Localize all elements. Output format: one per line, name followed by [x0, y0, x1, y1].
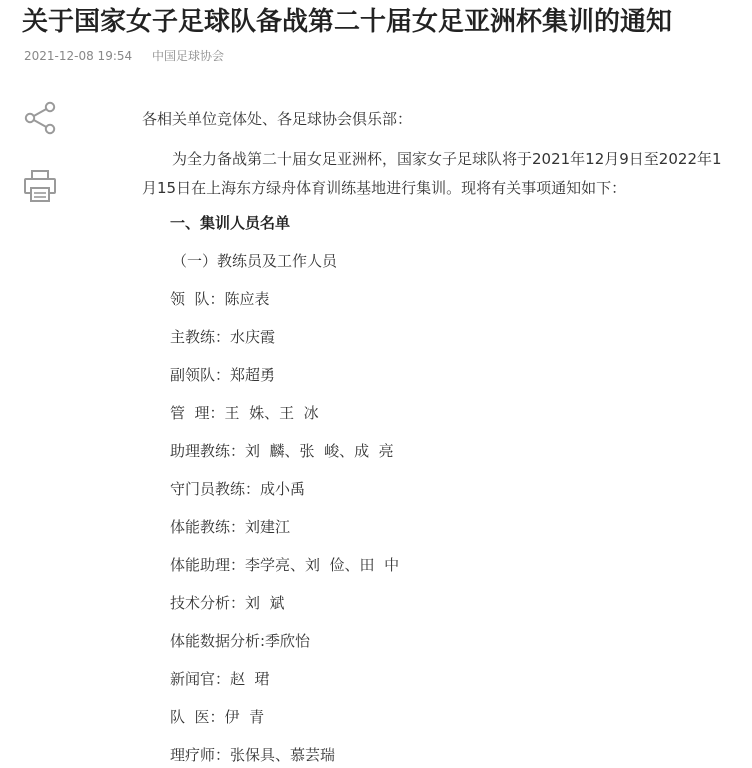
intro-paragraph: 为全力备战第二十届女足亚洲杯，国家女子足球队将于2021年12月9日至2022年1月15日在上海东方绿舟体育训练基地进行集训。现将有关事项通知如下： — [142, 150, 722, 197]
staff-line: 体能助理：李学亮、刘 俭、田 中 — [170, 556, 400, 574]
staff-line: 新闻官：赵 珺 — [170, 670, 270, 688]
subsection-heading: （一）教练员及工作人员 — [172, 252, 338, 270]
staff-line: 领 队：陈应表 — [170, 290, 270, 308]
salutation: 各相关单位竞体处、各足球协会俱乐部： — [142, 110, 413, 128]
staff-line: 守门员教练：成小禹 — [170, 480, 306, 498]
publish-date: 2021-12-08 19:54 — [24, 49, 133, 63]
share-button[interactable] — [22, 100, 58, 136]
staff-line: 体能数据分析:季欣怡 — [170, 632, 311, 650]
staff-line: 主教练：水庆霞 — [170, 328, 276, 346]
section-heading: 一、集训人员名单 — [170, 214, 291, 232]
staff-line: 助理教练：刘 麟、张 峻、成 亮 — [170, 442, 394, 460]
staff-line: 技术分析：刘 斌 — [170, 594, 285, 612]
print-button[interactable] — [22, 168, 58, 204]
printer-icon — [22, 168, 58, 204]
article-title: 关于国家女子足球队备战第二十届女足亚洲杯集训的通知 — [22, 7, 673, 37]
staff-line: 副领队：郑超勇 — [170, 366, 276, 384]
staff-line: 队 医：伊 青 — [170, 708, 265, 726]
staff-line: 理疗师：张保具、慕芸瑞 — [170, 746, 336, 764]
staff-line: 管 理：王 姝、王 冰 — [170, 404, 319, 422]
staff-line: 体能教练：刘建江 — [170, 518, 291, 536]
article-source[interactable]: 中国足球协会 — [151, 49, 224, 63]
article-meta — [24, 47, 224, 64]
share-icon — [22, 100, 58, 136]
